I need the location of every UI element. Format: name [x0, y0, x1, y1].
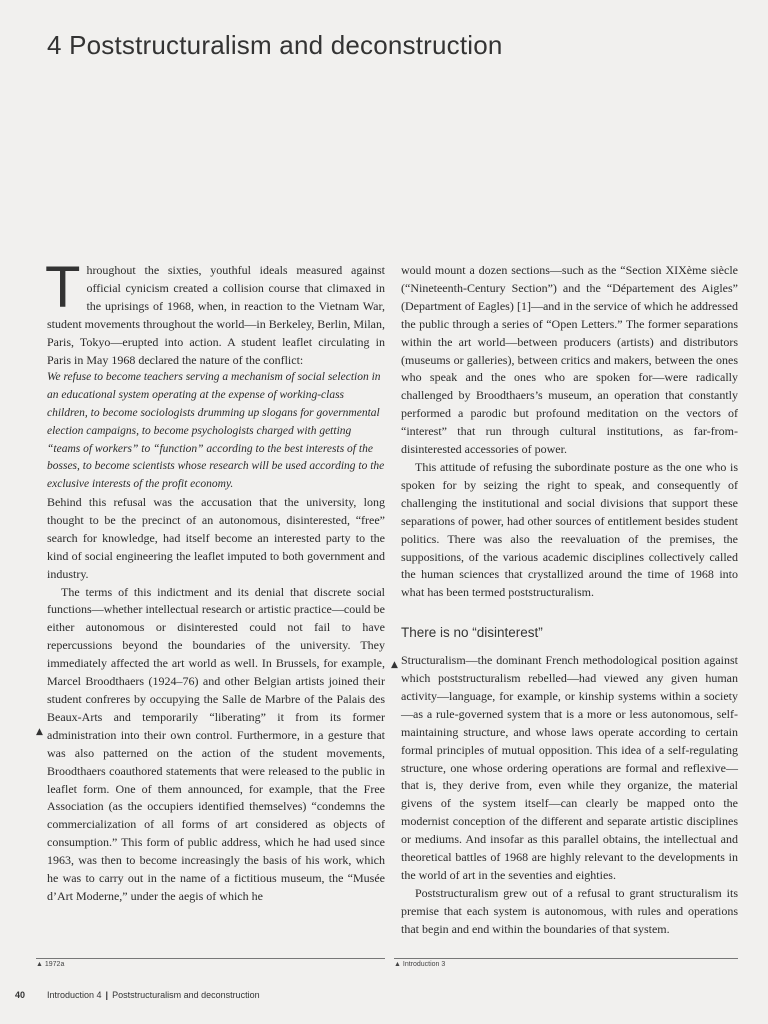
footer-separator: | [105, 990, 109, 1000]
cross-reference-marker-icon: ▲ [391, 660, 398, 670]
drop-cap: T [45, 255, 81, 320]
opening-paragraph [45, 255, 385, 369]
body-paragraph: This attitude of refusing the subordinate posture as the one who is spoken for by seizing the right to speak, and consequently of challenging the institutional and social divisions that support these separations of power, had other sources of entitlement besides student politics. There was also the reevaluation of the premises, the suppositions, of the various academic disciplines collectively called the human sciences that crystallized around the time of 1968 into what has been termed poststructuralism. [401, 459, 738, 600]
body-paragraph: Poststructuralism grew out of a refusal to grant structuralism its premise that each system is autonomous, with rules and operations that begin and end within the boundaries of that system. [401, 885, 738, 936]
body-paragraph: would mount a dozen sections—such as the “Section XIXème siècle (“Nineteenth-Century Section”) and the “Département des Aigles” (Department of Eagles) [1]—and in the service of which he addressed the public through a series of “Open Letters.” The former separations within the art world—between producers (artists) and distributors (museums or galleries), between critics and makers, between the ones who speak and the ones who are spoken for—were radically challenged by Broodthaers’s museum, an operation that constantly performed a parodic but profound meditation on the vectors of “interest” that run through cultural institutions, as far-from-disinterested accessories of power. [401, 263, 738, 457]
footer-chapter: Poststructuralism and deconstruction [112, 990, 260, 1000]
footnote-left: ▲ 1972a [36, 961, 65, 968]
body-paragraph: Structuralism—the dominant French methodological position against which poststructuralism rebelled—had viewed any given human activity—language, for example, or kinship systems within a society—as a rule-governed system that is a more or less autonomous, self-maintaining structure, and whose laws operate according to certain formal principles of mutual opposition. This idea of a self-regulating structure, one whose ordering operations are formal and reflexive—that is, they derive from, even while they organize, the material givens of the system itself—can clearly be mapped onto the modernist conception of the different and separate artistic disciplines or mediums. And insofar as this parallel obtains, the intellectual and theoretical battles of 1968 are highly relevant to the developments in the world of art in the seventies and eighties. [401, 653, 738, 882]
footnote-rule [36, 958, 385, 959]
footnote-rule [394, 958, 738, 959]
block-quote: We refuse to become teachers serving a mechanism of social selection in an educational system operating at the expense of working-class children, to become sociologists drumming up slogans for governmental election campaigns, to become psychologists charged with getting “teams of workers” to “function” according to the best interests of the bosses, to become scientists whose research will be used according to the exclusive interests of the profit economy. [47, 371, 385, 491]
page-title: 4 Poststructuralism and deconstruction [47, 30, 503, 60]
body-paragraph: Behind this refusal was the accusation that the university, long thought to be the precinct of an autonomous, disinterested, “free” search for knowledge, had itself become an interested party to the kind of social engineering the leaflet imputed to both government and industry. [47, 495, 385, 581]
section-subheading: There is no “disinterest” [401, 625, 543, 641]
opening-text: hroughout the sixties, youthful ideals measured against official cynicism created a collision course that climaxed in the uprisings of 1968, when, in reaction to the Vietnam War, student movements throughout the world—in Berkeley, Berlin, Milan, Paris, Tokyo—erupted into action. A student leaflet circulating in Paris in May 1968 declared the nature of the conflict: [47, 263, 385, 367]
cross-reference-marker-icon: ▲ [36, 727, 43, 737]
running-footer [47, 990, 260, 1000]
page-number: 40 [15, 990, 26, 1000]
footnote-right: ▲ Introduction 3 [394, 961, 446, 968]
body-paragraph: The terms of this indictment and its denial that discrete social functions—whether intellectual research or artistic practice—could be either autonomous or disinterested could not fail to have repercussions beyond the boundaries of the university. They immediately affected the art world as well. In Brussels, for example, Marcel Broodthaers (1924–76) and other Belgian artists joined their student confreres by occupying the Salle de Marbre of the Palais des Beaux-Arts and temporarily “liberating” it from its former administration into their own control. Furthermore, in a gesture that was also patterned on the action of the student movements, Broodthaers coauthored statements that were released to the public in leaflet form. One of them announced, for example, that the Free Association (as the occupiers identified themselves) “condemns the commercialization of all forms of art considered as objects of consumption.” This form of public address, which he had used since 1963, was then to become increasingly the basis of his work, which he was to carry out in the name of a fictitious museum, the “Musée d’Art Moderne,” under the aegis of which he [47, 584, 385, 903]
right-column [401, 262, 738, 939]
footer-section: Introduction 4 [47, 990, 102, 1000]
left-column [45, 255, 385, 906]
